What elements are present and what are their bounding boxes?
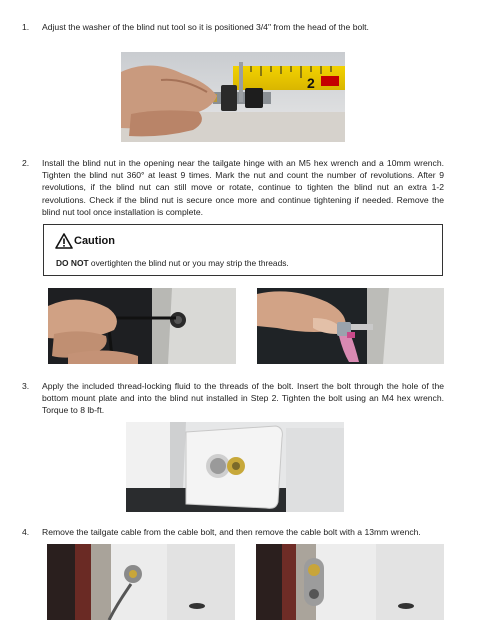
- step-3-number: 3.: [22, 381, 30, 391]
- step-4-number: 4.: [22, 527, 30, 537]
- step-4-text: Remove the tailgate cable from the cable bolt, and then remove the cable bolt with a 13mm wrench.: [42, 527, 421, 537]
- step-3-text: Apply the included thread-locking fluid to the threads of the bolt. Insert the bolt through the hole of the bottom mount plate and into the blind nut installed in Step 2. Tighten the bolt using an M4 hex wrench. Torque to 8 lb-ft.: [42, 381, 444, 416]
- caution-text: overtighten the blind nut or you may strip the threads.: [88, 258, 289, 268]
- photo-blind-nut-tool: [121, 52, 345, 142]
- caution-emphasis: DO NOT: [56, 258, 89, 268]
- step-1-text: Adjust the washer of the blind nut tool so it is positioned 3/4" from the head of the bolt.: [42, 22, 369, 32]
- photo-install-blind-nut-right: [257, 288, 444, 364]
- step-1-number: 1.: [22, 22, 30, 32]
- photo-install-blind-nut-left: [48, 288, 236, 364]
- photo-cable-bolt-left: [47, 544, 235, 620]
- photo-cable-bolt-right: [256, 544, 444, 620]
- warning-triangle-icon: [55, 233, 73, 249]
- caution-title: Caution: [74, 235, 115, 247]
- tape-digit: 2: [307, 75, 315, 91]
- caution-box: [43, 224, 443, 276]
- caution-body: [56, 258, 289, 268]
- photo-mount-plate-bolt: [126, 422, 344, 512]
- step-2-text: Install the blind nut in the opening near the tailgate hinge with an M5 hex wrench and a 10mm wrench. Tighten the blind nut 360° at least 9 times. Mark the nut and count the number of revolutions. After 9 revolutions, if the blind nut can still move or rotate, continue to tighten the blind nut an extra 1-2 revolutions. Check if the blind nut is secure once more and continue tightening if needed. Remove the blind nut tool once installation is complete.: [42, 158, 444, 217]
- step-2-number: 2.: [22, 158, 30, 168]
